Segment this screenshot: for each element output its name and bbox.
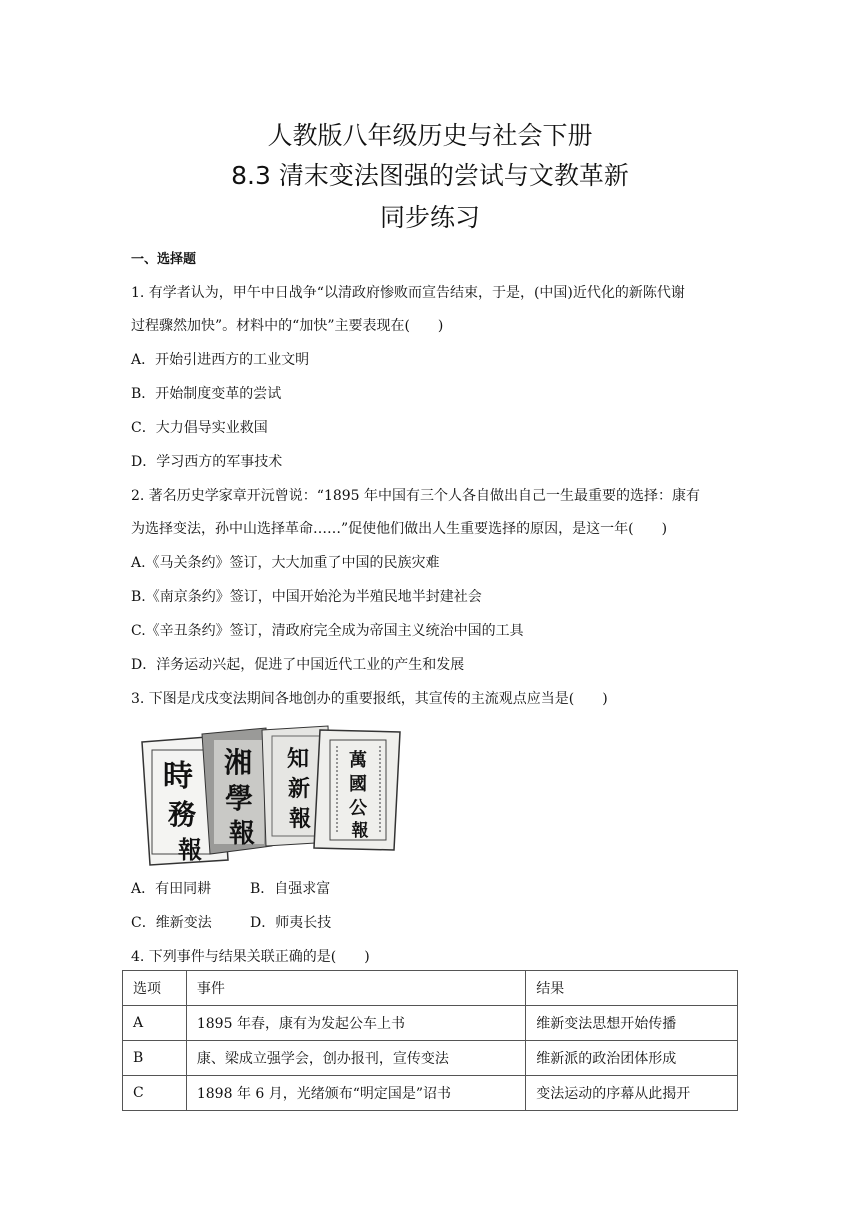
q3-option-b: B．自强求富 [250,881,331,897]
q1-option-d: D．学习西方的军事技术 [131,454,283,470]
doc-title-line2: 8.3 清末变法图强的尝试与文教革新 [231,161,629,190]
doc-title-line3: 同步练习 [379,203,480,232]
paper4-char1: 萬 [349,750,367,771]
q3-option-d: D．师夷长技 [250,915,332,931]
q2-stem-line1: 2. 著名历史学家章开沅曾说：“1895 年中国有三个人各自做出自己一生最重要的选择：康有 [131,488,701,504]
table-row [123,1006,738,1041]
paper4-char2: 國 [349,774,367,795]
q2-option-b: B.《南京条约》签订，中国开始沦为半殖民地半封建社会 [131,589,482,605]
q1-stem-line1: 1. 有学者认为，甲午中日战争“以清政府惨败而宣告结束，于是，(中国)近代化的新陈代谢 [131,285,685,301]
paper1-char3: 報 [178,835,202,864]
q1-option-a: A．开始引进西方的工业文明 [131,352,310,368]
paper2-char2: 學 [224,782,254,815]
q1-option-b: B．开始制度变革的尝试 [131,386,282,402]
paper2-char3: 報 [228,819,256,849]
q2-stem-line2: 为选择变法，孙中山选择革命……”促使他们做出人生重要选择的原因，是这一年( ) [131,521,668,537]
q3-option-c: C．维新变法 [131,915,212,931]
paper3-char1: 知 [286,746,310,772]
table-cell: 维新派的政治团体形成 [526,1041,738,1076]
q4-stem: 4. 下列事件与结果关联正确的是( ) [131,949,370,965]
paper1-char1: 時 [163,759,193,794]
q4-table [122,970,738,1111]
table-header-row [123,971,738,1006]
paper4-char3: 公 [349,798,367,819]
q2-option-a: A.《马关条约》签订，大大加重了中国的民族灾难 [131,555,440,571]
table-cell: A [123,1006,187,1041]
table-cell: B [123,1041,187,1076]
q3-option-a: A．有田同耕 [131,881,212,897]
paper4-char4: 報 [351,821,369,841]
q3-stem: 3. 下图是戊戌变法期间各地创办的重要报纸，其宣传的主流观点应当是( ) [131,691,608,707]
q2-option-d: D．洋务运动兴起，促进了中国近代工业的产生和发展 [131,657,465,673]
q1-option-c: C．大力倡导实业救国 [131,420,268,436]
paper3-char3: 報 [288,806,312,832]
section-heading: 一、选择题 [131,252,197,267]
doc-title-line1: 人教版八年级历史与社会下册 [267,121,593,150]
paper3-char2: 新 [287,776,311,802]
q1-stem-line2: 过程骤然加快”。材料中的“加快”主要表现在( ) [131,318,444,334]
table-row [123,1041,738,1076]
table-cell: 维新变法思想开始传播 [526,1006,738,1041]
paper2-char1: 湘 [223,746,253,779]
paper1-char2: 務 [167,798,197,831]
table-cell: 1898 年 6 月，光绪颁布“明定国是”诏书 [186,1076,525,1111]
newspapers-image [138,722,403,867]
table-cell: 1895 年春，康有为发起公车上书 [186,1006,525,1041]
table-header-cell: 事件 [186,971,525,1006]
table-cell: C [123,1076,187,1111]
newspaper-xiangxuebao [202,728,272,854]
table-header-cell: 选项 [123,971,187,1006]
table-cell: 变法运动的序幕从此揭开 [526,1076,738,1111]
newspaper-wanguogongbao [314,730,400,850]
table-row [123,1076,738,1111]
q2-option-c: C.《辛丑条约》签订，清政府完全成为帝国主义统治中国的工具 [131,623,524,639]
table-cell: 康、梁成立强学会，创办报刊，宣传变法 [186,1041,525,1076]
table-header-cell: 结果 [526,971,738,1006]
